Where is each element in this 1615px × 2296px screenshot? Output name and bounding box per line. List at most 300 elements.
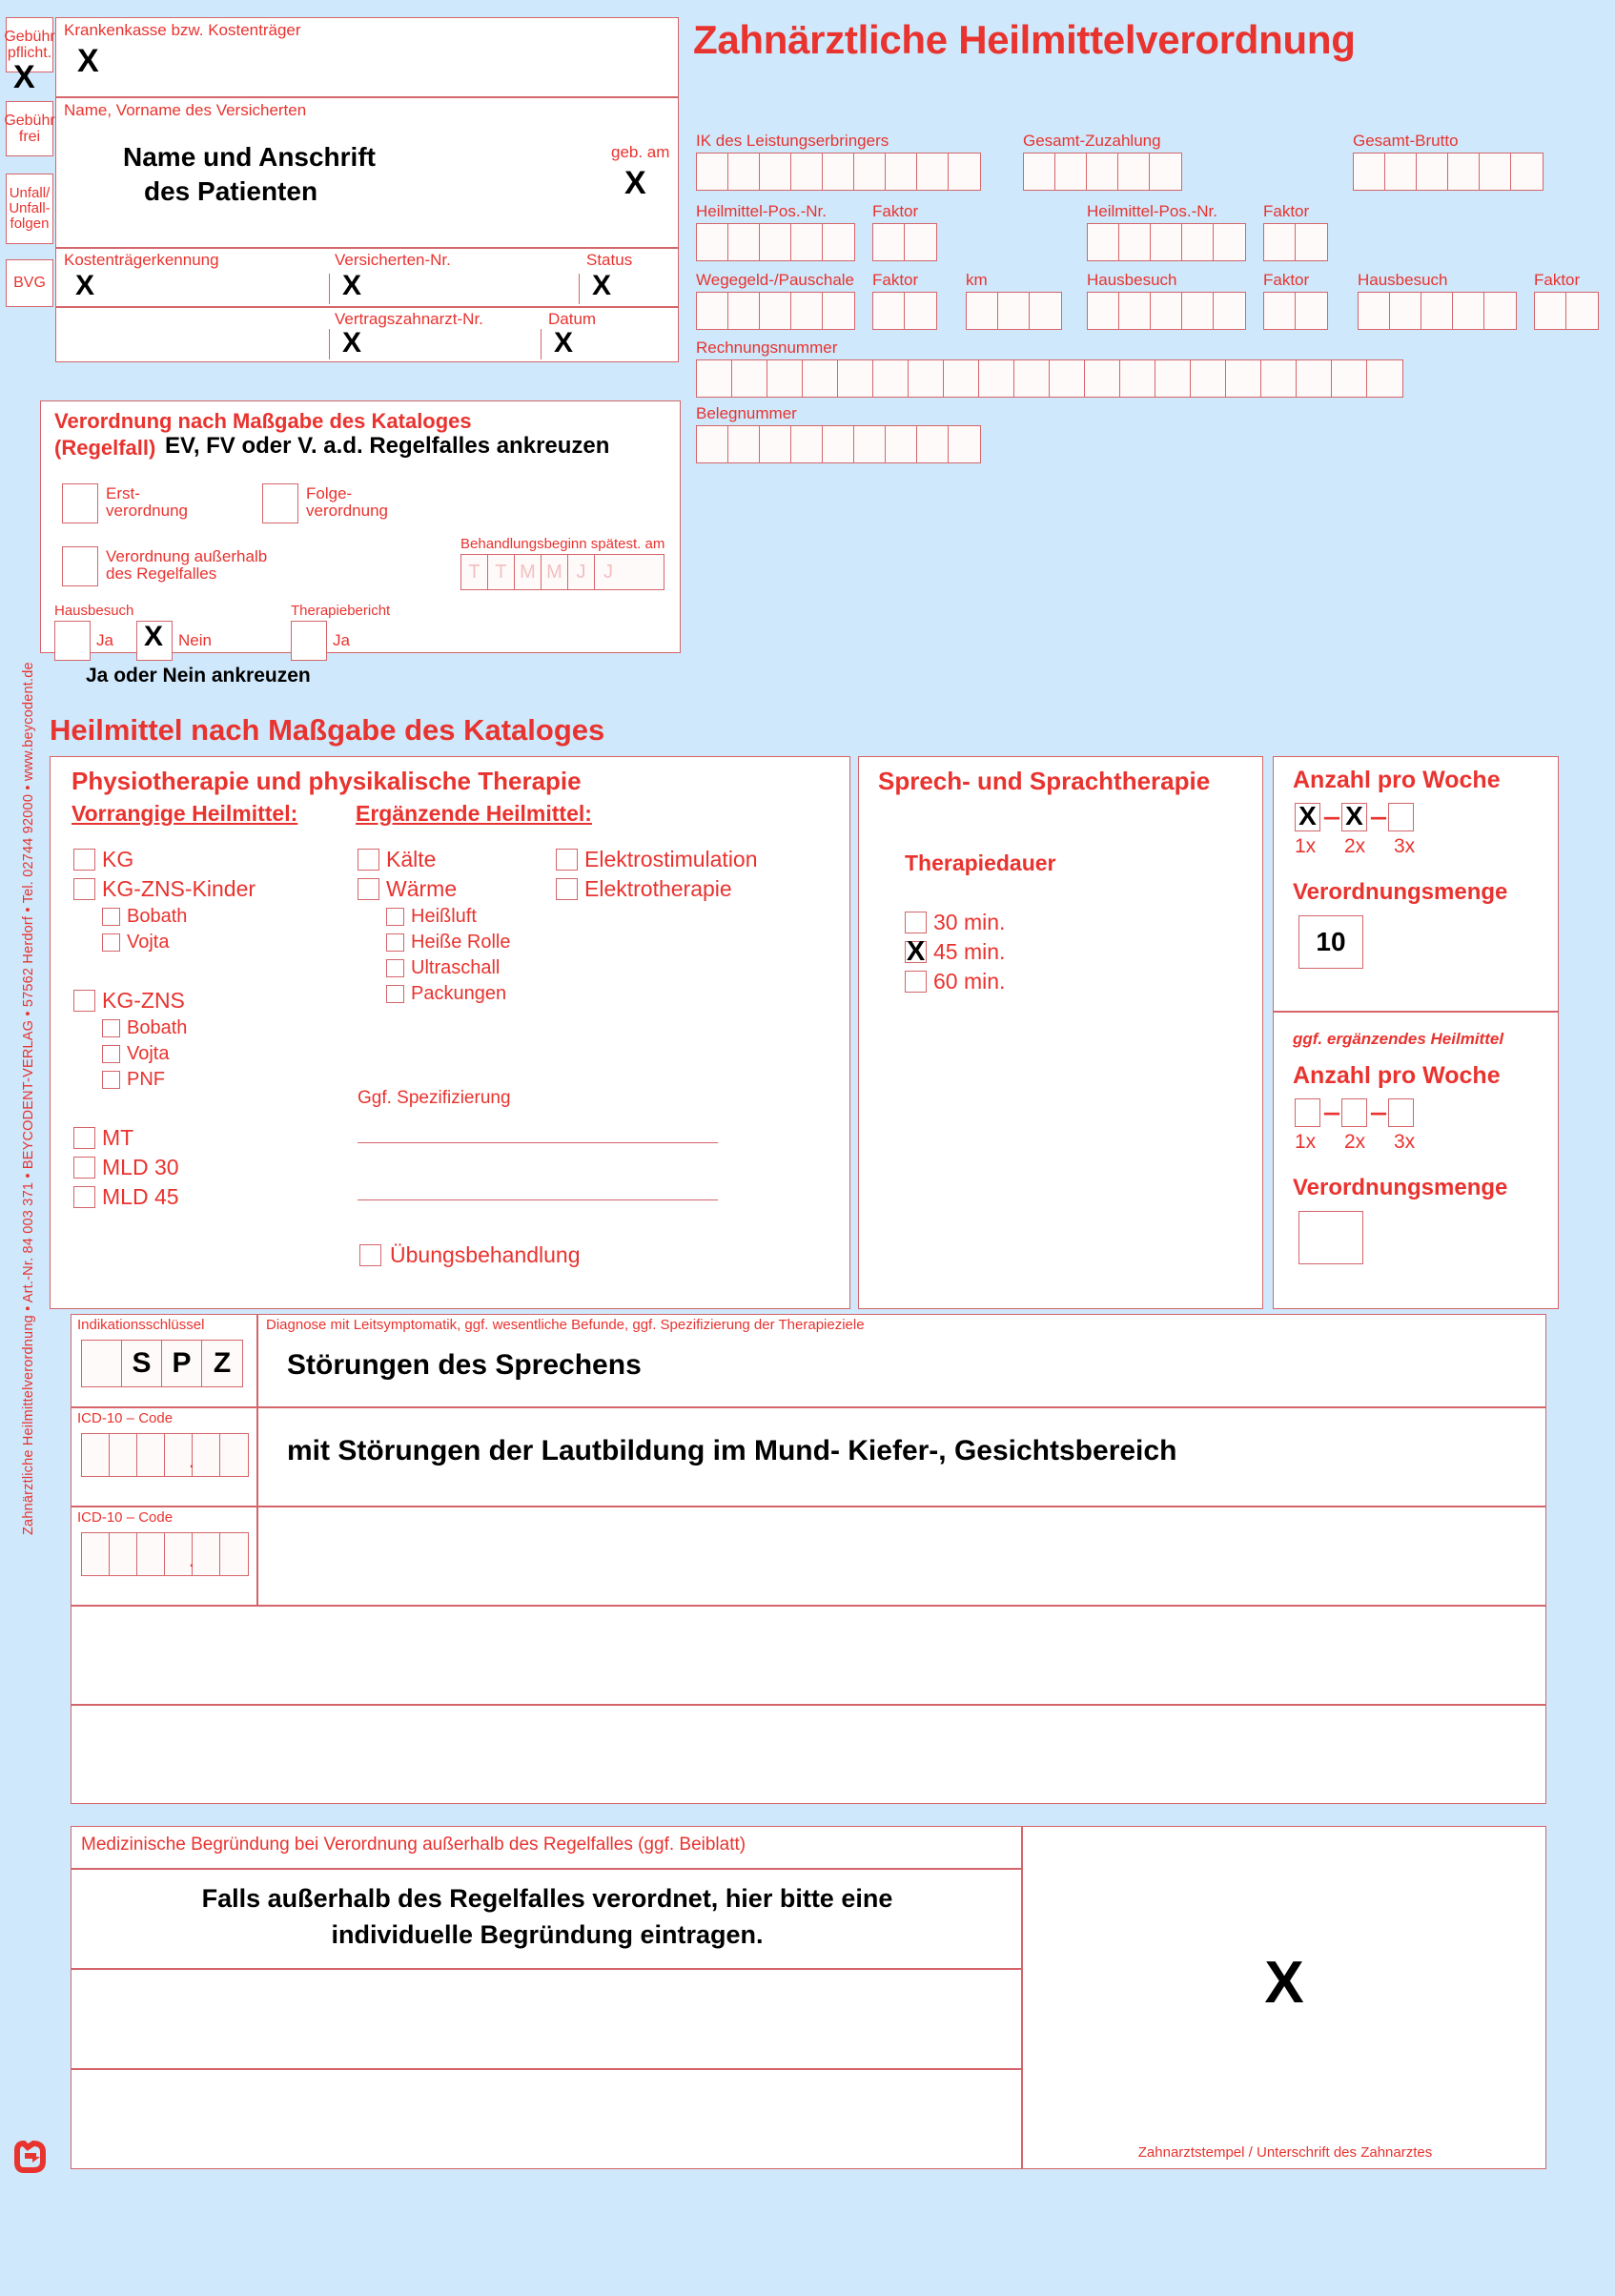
therapiebericht-ja-label: Ja (333, 630, 350, 649)
therapiedauer-title: Therapiedauer (905, 851, 1056, 875)
cell-grid[interactable] (696, 292, 855, 330)
icd-cell[interactable] (193, 1434, 220, 1476)
input-cell[interactable] (728, 426, 760, 462)
sidecell-gebuehr-frei[interactable] (6, 101, 53, 156)
checkbox-box[interactable] (102, 1071, 120, 1089)
checkbox-kaelte[interactable] (358, 847, 539, 872)
input-cell[interactable] (1385, 154, 1417, 190)
input-cell[interactable] (1119, 293, 1151, 329)
input-cell[interactable] (1182, 293, 1214, 329)
checkbox-box[interactable] (386, 985, 404, 1003)
cell-grid[interactable] (696, 359, 1403, 398)
indikation-cell[interactable]: Z (213, 1347, 232, 1379)
justification-label-row (71, 1826, 1022, 1869)
input-cell[interactable] (905, 224, 936, 260)
checkbox-box[interactable] (62, 546, 98, 586)
field-rechnungsnummer[interactable] (696, 338, 1403, 398)
payer-id-value: X (75, 270, 95, 301)
input-cell[interactable] (1191, 360, 1226, 397)
indikation-cell[interactable]: P (162, 1341, 202, 1386)
input-cell[interactable] (917, 426, 949, 462)
checkbox-uebungsbehandlung[interactable] (359, 1243, 581, 1266)
checkbox-box[interactable] (358, 878, 379, 900)
checkbox-box[interactable] (386, 933, 404, 952)
divider (329, 274, 330, 304)
input-cell[interactable] (1119, 224, 1151, 260)
input-cell[interactable] (1182, 224, 1214, 260)
input-cell[interactable] (1566, 293, 1598, 329)
checkbox-label-line1: Folge- (306, 484, 353, 502)
checkbox-label: Ultraschall (411, 957, 501, 978)
publisher-vertical-text: Zahnärztliche Heilmittelverordnung • Art.-Nr. 84 003 371 • BEYCODENT-VERLAG • 57562 Herdorf • Tel. 02744 92000 • www.beycodent.de (21, 662, 36, 1535)
checkbox-label: KG (102, 847, 134, 871)
input-cell[interactable] (697, 426, 728, 462)
cell-grid[interactable] (696, 153, 981, 191)
checkbox-box[interactable] (102, 908, 120, 926)
therapiedauer-list (905, 910, 1005, 998)
checkbox-heissluft[interactable] (386, 906, 539, 928)
icd10-label: ICD-10 – Code (77, 1410, 174, 1426)
verordnungsmenge-input[interactable] (1298, 915, 1363, 969)
checkbox-hausbesuch-ja[interactable] (54, 621, 91, 661)
icd10-cells[interactable] (81, 1433, 249, 1477)
date-cell[interactable]: T (461, 555, 488, 589)
checkbox-box[interactable] (73, 1157, 95, 1179)
divider (579, 274, 580, 304)
field-wegegeld-pauschale[interactable] (696, 271, 855, 330)
field-label: IK des Leistungserbringers (696, 132, 889, 150)
input-cell[interactable] (1453, 293, 1484, 329)
icd-cell[interactable] (220, 1533, 248, 1575)
input-cell[interactable] (1214, 224, 1245, 260)
physio-primary-list (73, 847, 312, 1214)
field-faktor-5[interactable] (1534, 271, 1599, 330)
checkbox-dauer-30[interactable] (905, 910, 1005, 935)
input-cell[interactable] (767, 360, 803, 397)
checkbox-box[interactable] (73, 990, 95, 1012)
field-gesamt-brutto[interactable] (1353, 132, 1543, 191)
cell-grid[interactable] (696, 223, 855, 261)
checkbox-kg-zns-pnf[interactable] (102, 1069, 312, 1091)
input-cell[interactable] (944, 360, 979, 397)
input-cell[interactable] (823, 224, 854, 260)
field-belegnummer[interactable] (696, 404, 981, 463)
checkbox-erg-anzahl-1x[interactable] (1295, 1098, 1320, 1127)
checkbox-hausbesuch-nein[interactable] (136, 621, 173, 661)
input-cell[interactable] (791, 426, 823, 462)
checkbox-verordnung-ausserhalb[interactable] (62, 546, 267, 586)
anzahl-pro-woche-panel (1273, 756, 1559, 1012)
input-cell[interactable] (1296, 224, 1327, 260)
cell-grid[interactable] (1023, 153, 1182, 191)
date-cell[interactable]: M (542, 555, 568, 589)
input-cell[interactable] (823, 154, 854, 190)
field-faktor-2[interactable] (1263, 202, 1328, 261)
checkbox-elektrotherapie[interactable] (556, 876, 832, 902)
checkbox-box[interactable] (556, 849, 578, 871)
checkbox-kg-zns-bobath[interactable] (102, 1017, 312, 1039)
input-cell[interactable] (949, 426, 980, 462)
cell-grid[interactable] (1087, 292, 1246, 330)
payer-label: Krankenkasse bzw. Kostenträger (64, 21, 301, 39)
checkbox-box[interactable] (905, 912, 927, 933)
cell-grid[interactable] (1087, 223, 1246, 261)
input-cell[interactable] (905, 293, 936, 329)
field-label: Behandlungsbeginn spätest. am (460, 536, 665, 552)
katalog-footnote: Ja oder Nein ankreuzen (86, 665, 311, 687)
date-cell[interactable]: J (568, 555, 595, 589)
input-cell[interactable] (791, 224, 823, 260)
icd-cell[interactable] (137, 1434, 165, 1476)
field-faktor-4[interactable] (1263, 271, 1328, 330)
checkbox-label: Heißluft (411, 906, 477, 927)
indikationsschluessel-cells[interactable] (81, 1340, 243, 1387)
input-cell[interactable] (1264, 293, 1296, 329)
checkbox-box[interactable] (102, 1019, 120, 1037)
field-hausbesuch-2[interactable] (1358, 271, 1517, 330)
input-cell[interactable] (1088, 293, 1119, 329)
ergaenzendes-heilmittel-note: ggf. ergänzendes Heilmittel (1293, 1030, 1504, 1048)
insured-name-field[interactable] (55, 97, 679, 248)
input-cell[interactable] (1024, 154, 1055, 190)
indikationsschluessel-field[interactable] (71, 1314, 257, 1407)
input-cell[interactable] (1151, 224, 1182, 260)
field-label: Hausbesuch (1087, 271, 1177, 289)
checkbox-box[interactable] (262, 483, 298, 523)
date-cell[interactable]: J (603, 561, 613, 583)
dentist-date-row[interactable] (55, 307, 679, 362)
input-cell[interactable] (697, 360, 732, 397)
anzahl-label-3x: 3x (1394, 1131, 1416, 1153)
cell-grid[interactable] (872, 223, 937, 261)
checkbox-kg-zns-kinder-bobath[interactable] (102, 906, 312, 928)
checkbox-box[interactable] (102, 1045, 120, 1063)
input-cell[interactable] (1297, 360, 1332, 397)
input-cell[interactable] (1367, 360, 1402, 397)
anzahl-checkbox-row (1295, 1098, 1443, 1127)
input-cell[interactable] (1264, 224, 1296, 260)
field-label: Belegnummer (696, 404, 797, 422)
icd10-field-2[interactable] (71, 1507, 257, 1606)
payer-field[interactable] (55, 17, 679, 97)
input-cell[interactable] (728, 293, 760, 329)
checkbox-mld-30[interactable] (73, 1155, 312, 1180)
therapiebericht-label: Therapiebericht (291, 603, 391, 619)
input-cell[interactable] (909, 360, 944, 397)
checkbox-box[interactable] (556, 878, 578, 900)
input-cell[interactable] (1085, 360, 1120, 397)
checkbox-box[interactable] (358, 849, 379, 871)
cell-grid[interactable] (1353, 153, 1543, 191)
input-cell[interactable] (760, 293, 791, 329)
input-cell[interactable] (1155, 360, 1191, 397)
input-cell[interactable] (803, 360, 838, 397)
field-faktor-1[interactable] (872, 202, 937, 261)
katalog-instruction: EV, FV oder V. a.d. Regelfalles ankreuzen (165, 433, 610, 459)
cell-grid[interactable] (1358, 292, 1517, 330)
field-behandlungsbeginn[interactable] (460, 537, 664, 590)
checkbox-erg-anzahl-2x[interactable] (1341, 1098, 1367, 1127)
sidecell-bvg[interactable] (6, 259, 53, 307)
anzahl-checkbox-row (1295, 803, 1443, 831)
input-cell[interactable] (1088, 224, 1119, 260)
anzahl-label-1x: 1x (1295, 1131, 1317, 1153)
sidecell-label-line1: Gebühr (4, 28, 55, 45)
field-label: Faktor (872, 202, 919, 220)
checkbox-mark: X (1298, 801, 1317, 831)
insured-name-label: Name, Vorname des Versicherten (64, 101, 307, 119)
input-cell[interactable] (1150, 154, 1181, 190)
input-cell[interactable] (823, 426, 854, 462)
input-cell[interactable] (1480, 154, 1511, 190)
date-cell[interactable]: T (488, 555, 515, 589)
checkbox-box[interactable] (905, 971, 927, 993)
verordnungsmenge-input[interactable] (1298, 1211, 1363, 1264)
diagnosis-text-row-3[interactable] (257, 1507, 1546, 1606)
field-label: km (966, 271, 988, 289)
anzahl-label-1x: 1x (1295, 835, 1317, 857)
spezifizierung-line-2[interactable] (358, 1199, 718, 1200)
input-cell[interactable] (1448, 154, 1480, 190)
indikation-cell[interactable] (82, 1341, 122, 1386)
spezifizierung-line-1[interactable] (358, 1142, 718, 1143)
input-cell[interactable] (854, 154, 886, 190)
input-cell[interactable] (760, 154, 791, 190)
checkbox-label-line2: des Regelfalles (106, 564, 217, 583)
checkbox-folgeverordnung[interactable] (262, 483, 388, 523)
justification-text-row-2[interactable] (71, 1969, 1022, 2069)
checkbox-erstverordnung[interactable] (62, 483, 188, 523)
checkbox-waerme[interactable] (358, 876, 539, 902)
checkbox-anzahl-3x[interactable] (1388, 803, 1414, 831)
anzahl-pro-woche-supplementary-panel (1273, 1012, 1559, 1309)
checkbox-kg-zns-kinder[interactable] (73, 876, 312, 902)
checkbox-label-line2: verordnung (106, 501, 189, 520)
input-cell[interactable] (728, 224, 760, 260)
checkbox-heisse-rolle[interactable] (386, 932, 539, 953)
cell-grid[interactable] (696, 425, 981, 463)
justification-label: Medizinische Begründung bei Verordnung außerhalb des Regelfalles (ggf. Beiblatt) (81, 1835, 746, 1855)
checkbox-label: 30 min. (933, 910, 1006, 934)
checkbox-anzahl-1x[interactable] (1295, 803, 1320, 831)
field-heilmittel-pos-nr-2[interactable] (1087, 202, 1246, 261)
field-ik-des-leistungserbringers[interactable] (696, 132, 981, 191)
icd-cell[interactable] (137, 1533, 165, 1575)
diagnosis-text-row-4[interactable] (71, 1606, 1546, 1705)
sprachtherapie-panel (858, 756, 1263, 1309)
input-cell[interactable] (732, 360, 767, 397)
checkbox-box[interactable] (62, 483, 98, 523)
status-value: X (592, 270, 612, 301)
checkbox-ultraschall[interactable] (386, 957, 539, 979)
field-km[interactable] (966, 271, 1062, 330)
diagnosis-text-row-2[interactable] (257, 1407, 1546, 1507)
icd-cell[interactable] (220, 1434, 248, 1476)
checkbox-label: Wärme (386, 876, 458, 901)
input-cell[interactable] (873, 293, 905, 329)
left-category-strip (0, 0, 53, 2296)
checkbox-box[interactable] (102, 933, 120, 952)
input-cell[interactable] (823, 293, 854, 329)
field-faktor-3[interactable] (872, 271, 937, 330)
payer-value: X (77, 43, 99, 79)
cell-grid[interactable] (966, 292, 1062, 330)
sidecell-label-line1: Gebühr (4, 112, 55, 129)
input-cell[interactable] (979, 360, 1014, 397)
field-label: Rechnungsnummer (696, 338, 838, 357)
cell-grid[interactable] (1263, 292, 1328, 330)
input-cell[interactable] (1087, 154, 1118, 190)
checkbox-kg-zns[interactable] (73, 988, 312, 1014)
field-heilmittel-pos-nr-1[interactable] (696, 202, 855, 261)
icd-cell[interactable] (82, 1533, 110, 1575)
cell-grid[interactable] (1263, 223, 1328, 261)
page-title: Zahnärztliche Heilmittelverordnung (693, 17, 1356, 62)
date-cell[interactable]: M (515, 555, 542, 589)
dentist-no-label: Vertragszahnarzt-Nr. (335, 310, 483, 328)
input-cell[interactable] (1421, 293, 1453, 329)
checkbox-dauer-60[interactable] (905, 969, 1005, 994)
input-cell[interactable] (873, 224, 905, 260)
sidecell-label-line2: Unfall- (9, 199, 51, 216)
checkbox-therapiebericht-ja[interactable] (291, 621, 327, 661)
field-gesamt-zuzahlung[interactable] (1023, 132, 1182, 191)
checkbox-label: KG-ZNS (102, 988, 185, 1013)
checkbox-label: KG-ZNS-Kinder (102, 876, 256, 901)
icd-cell[interactable] (165, 1434, 193, 1476)
icd-cell[interactable] (82, 1434, 110, 1476)
input-cell[interactable] (854, 426, 886, 462)
checkbox-box[interactable] (73, 878, 95, 900)
physiotherapie-panel (50, 756, 850, 1309)
justification-text-row-3[interactable] (71, 2069, 1022, 2169)
input-cell[interactable] (760, 426, 791, 462)
input-cell[interactable] (1214, 293, 1245, 329)
input-cell[interactable] (697, 154, 728, 190)
input-cell[interactable] (697, 293, 728, 329)
decimal-separator: . (188, 1448, 194, 1472)
gebuehr-pflicht-x-mark: X (13, 59, 35, 95)
checkbox-anzahl-2x[interactable] (1341, 803, 1367, 831)
checkbox-mt[interactable] (73, 1125, 312, 1151)
input-cell[interactable] (1354, 154, 1385, 190)
input-cell[interactable] (1118, 154, 1150, 190)
field-label: Heilmittel-Pos.-Nr. (1087, 202, 1217, 220)
diagnosis-text-row-1[interactable] (257, 1314, 1546, 1407)
field-label: Gesamt-Zuzahlung (1023, 132, 1161, 150)
checkbox-label: Vojta (127, 1043, 170, 1064)
input-cell[interactable] (1535, 293, 1566, 329)
checkbox-box[interactable] (386, 908, 404, 926)
icd-cell[interactable] (165, 1533, 193, 1575)
input-cell[interactable] (1390, 293, 1421, 329)
field-hausbesuch-1[interactable] (1087, 271, 1246, 330)
diagnosis-text-row-5[interactable] (71, 1705, 1546, 1804)
input-cell[interactable] (791, 154, 823, 190)
checkbox-kg[interactable] (73, 847, 312, 872)
checkbox-box[interactable] (359, 1244, 381, 1266)
checkbox-label: MLD 45 (102, 1184, 179, 1209)
justification-text-row-1[interactable] (71, 1869, 1022, 1969)
input-cell[interactable] (873, 360, 909, 397)
sidecell-unfall-folgen[interactable] (6, 174, 53, 244)
input-cell[interactable] (1484, 293, 1516, 329)
checkbox-box[interactable] (386, 959, 404, 977)
input-cell[interactable] (1417, 154, 1448, 190)
sidecell-label-line1: BVG (13, 275, 46, 292)
verordnungsmenge-title: Verordnungsmenge (1293, 879, 1508, 905)
input-cell[interactable] (1296, 293, 1327, 329)
input-cell[interactable] (1261, 360, 1297, 397)
input-cell[interactable] (1511, 154, 1543, 190)
checkbox-box[interactable] (73, 1186, 95, 1208)
cell-grid[interactable] (1534, 292, 1599, 330)
input-cell[interactable] (949, 154, 980, 190)
checkbox-box[interactable] (73, 1127, 95, 1149)
input-cell[interactable] (1120, 360, 1155, 397)
input-cell[interactable] (1226, 360, 1261, 397)
payer-id-row[interactable] (55, 248, 679, 307)
icd10-field-1[interactable] (71, 1407, 257, 1507)
input-cell[interactable] (1055, 154, 1087, 190)
input-cell[interactable] (967, 293, 998, 329)
katalog-title-line2: (Regelfall) (54, 436, 156, 460)
input-cell[interactable] (917, 154, 949, 190)
input-cell[interactable] (838, 360, 873, 397)
icd-cell[interactable] (193, 1533, 220, 1575)
checkbox-kg-zns-vojta[interactable] (102, 1043, 312, 1065)
beycodent-logo-icon (11, 2141, 50, 2175)
input-cell[interactable] (791, 293, 823, 329)
input-cell[interactable] (697, 224, 728, 260)
icd-cell[interactable] (110, 1533, 137, 1575)
input-cell[interactable] (1014, 360, 1050, 397)
input-cell[interactable] (886, 426, 917, 462)
input-cell[interactable] (1151, 293, 1182, 329)
signature-stamp-box[interactable] (1022, 1826, 1546, 2169)
checkbox-box[interactable] (73, 849, 95, 871)
checkbox-label: PNF (127, 1069, 165, 1090)
checkbox-erg-anzahl-3x[interactable] (1388, 1098, 1414, 1127)
hausbesuch-nein-label: Nein (177, 630, 212, 649)
checkbox-kg-zns-kinder-vojta[interactable] (102, 932, 312, 953)
checkbox-dauer-45[interactable] (905, 935, 1006, 967)
indikation-cell[interactable]: S (122, 1341, 162, 1386)
checkbox-box[interactable] (905, 935, 927, 967)
input-cell[interactable] (1359, 293, 1390, 329)
checkbox-elektrostimulation[interactable] (556, 847, 832, 872)
icd10-cells[interactable] (81, 1532, 249, 1576)
date-cell-grid[interactable] (460, 554, 664, 590)
cell-grid[interactable] (872, 292, 937, 330)
input-cell[interactable] (760, 224, 791, 260)
signature-caption: Zahnarztstempel / Unterschrift des Zahnarztes (1137, 2144, 1433, 2162)
checkbox-mld-45[interactable] (73, 1184, 312, 1210)
input-cell[interactable] (998, 293, 1030, 329)
sidecell-label-line2: frei (18, 129, 41, 145)
input-cell[interactable] (728, 154, 760, 190)
anzahl-title: Anzahl pro Woche (1293, 767, 1501, 793)
input-cell[interactable] (1332, 360, 1367, 397)
input-cell[interactable] (1030, 293, 1061, 329)
insured-no-label: Versicherten-Nr. (335, 251, 451, 269)
field-label: Heilmittel-Pos.-Nr. (696, 202, 827, 220)
icd-cell[interactable] (110, 1434, 137, 1476)
input-cell[interactable] (1050, 360, 1085, 397)
input-cell[interactable] (886, 154, 917, 190)
checkbox-packungen[interactable] (386, 983, 539, 1005)
divider (541, 329, 542, 359)
